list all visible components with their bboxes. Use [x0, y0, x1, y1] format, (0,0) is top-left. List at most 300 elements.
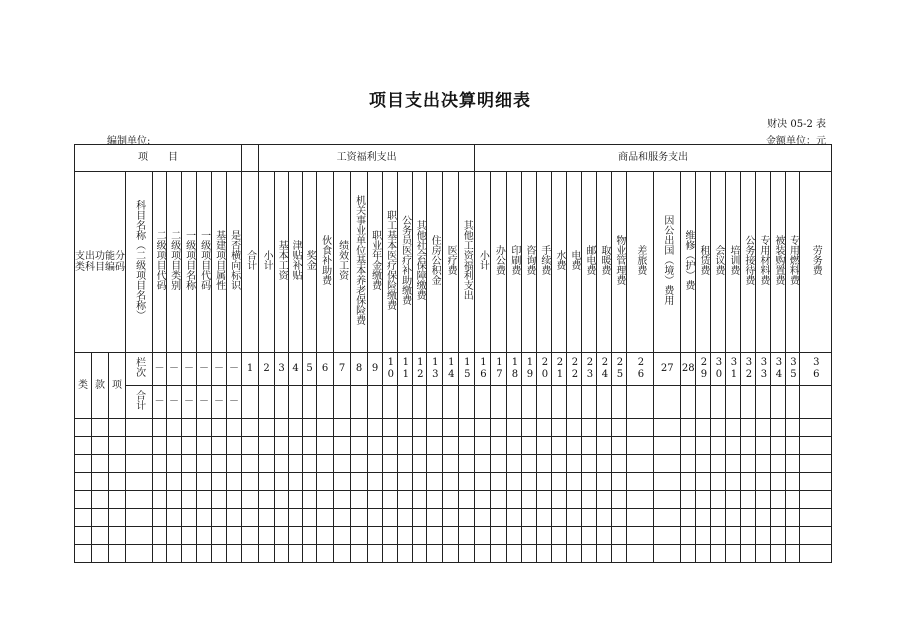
- empty-cell: [567, 473, 582, 491]
- empty-cell: [167, 473, 182, 491]
- empty-cell: [443, 437, 459, 455]
- empty-cell: [800, 509, 832, 527]
- empty-cell: [459, 473, 475, 491]
- header-goods-col-9-text: 取暖费: [598, 245, 610, 276]
- empty-cell: [491, 545, 507, 563]
- empty-cell: [582, 491, 597, 509]
- lan-number-text: 25: [616, 357, 624, 380]
- empty-cell: [368, 437, 383, 455]
- header-l1-name: [182, 172, 197, 353]
- header-salary-col-12: [427, 172, 443, 353]
- empty-cell: [383, 527, 398, 545]
- empty-cell: [289, 473, 303, 491]
- value-cell: [289, 386, 303, 419]
- empty-cell: [726, 455, 741, 473]
- empty-cell: [368, 455, 383, 473]
- lan-number-text: 26: [637, 357, 645, 380]
- empty-cell: [627, 491, 654, 509]
- empty-cell: [612, 473, 627, 491]
- value-cell: [259, 386, 275, 419]
- lan-number-text: 20: [541, 357, 549, 380]
- header-salary-col-8-text: 职业年金缴费: [369, 230, 381, 291]
- empty-cell: [567, 455, 582, 473]
- empty-cell: [413, 419, 427, 437]
- header-goods-col-8-text: 邮电费: [583, 245, 595, 276]
- empty-cell: [383, 491, 398, 509]
- empty-cell: [275, 419, 289, 437]
- empty-cell: [726, 509, 741, 527]
- empty-cell: [507, 509, 522, 527]
- empty-cell: [289, 509, 303, 527]
- header-goods-group: [475, 145, 832, 172]
- lan-number: [334, 353, 351, 386]
- empty-cell: [398, 509, 413, 527]
- value-cell: [552, 386, 567, 419]
- empty-cell: [275, 491, 289, 509]
- empty-cell: [696, 545, 711, 563]
- dash-cell: [182, 353, 197, 386]
- empty-cell: [109, 527, 126, 545]
- lan-number: [681, 353, 696, 386]
- lan-number: [726, 353, 741, 386]
- empty-cell: [368, 419, 383, 437]
- empty-cell: [126, 473, 153, 491]
- header-goods-col-8: [582, 172, 597, 353]
- header-salary-col-1-text: 小计: [261, 250, 273, 271]
- value-cell: [522, 386, 537, 419]
- value-cell: [334, 386, 351, 419]
- header-goods-col-17: [741, 172, 756, 353]
- lan-number-text: 27: [660, 363, 674, 375]
- empty-cell: [197, 545, 212, 563]
- empty-cell: [398, 419, 413, 437]
- dash-cell-text: －: [214, 363, 224, 375]
- empty-cell: [153, 509, 167, 527]
- empty-cell: [275, 545, 289, 563]
- empty-cell: [109, 509, 126, 527]
- header-salary-col-6-text: 绩效工资: [336, 240, 348, 281]
- empty-cell: [459, 545, 475, 563]
- empty-cell: [459, 455, 475, 473]
- empty-cell: [537, 455, 552, 473]
- lan-number-text: 2: [263, 363, 270, 375]
- empty-cell: [92, 527, 109, 545]
- lan-number: [711, 353, 726, 386]
- empty-cell: [475, 455, 491, 473]
- empty-cell: [126, 437, 153, 455]
- header-item-group-text: 项 目: [138, 152, 179, 164]
- empty-cell: [522, 527, 537, 545]
- empty-cell: [75, 545, 92, 563]
- header-goods-col-1: [475, 172, 491, 353]
- empty-cell: [153, 491, 167, 509]
- table-row: [75, 419, 832, 437]
- empty-cell: [242, 509, 259, 527]
- header-salary-col-11-text: 其他社会保障缴费: [414, 220, 426, 301]
- header-salary-col-13-text: 医疗费: [445, 245, 457, 276]
- empty-cell: [182, 437, 197, 455]
- empty-cell: [800, 437, 832, 455]
- lan-number-text: 10: [387, 357, 394, 380]
- empty-cell: [475, 473, 491, 491]
- header-salary-col-5-text: 伙食补助费: [319, 235, 331, 286]
- empty-cell: [289, 455, 303, 473]
- header-goods-col-13: [681, 172, 696, 353]
- empty-cell: [681, 455, 696, 473]
- empty-cell: [92, 509, 109, 527]
- empty-cell: [552, 455, 567, 473]
- value-cell: [413, 386, 427, 419]
- empty-cell: [726, 437, 741, 455]
- lan-number: [537, 353, 552, 386]
- empty-cell: [398, 527, 413, 545]
- lan-number: [627, 353, 654, 386]
- empty-cell: [197, 419, 212, 437]
- empty-cell: [654, 527, 681, 545]
- empty-cell: [167, 437, 182, 455]
- empty-cell: [227, 527, 242, 545]
- empty-cell: [627, 473, 654, 491]
- header-goods-col-10: [612, 172, 627, 353]
- header-salary-col-9-text: 职工基本医疗保险缴费: [384, 210, 396, 311]
- empty-cell: [227, 509, 242, 527]
- empty-cell: [507, 473, 522, 491]
- empty-cell: [212, 419, 227, 437]
- lan-number: [491, 353, 507, 386]
- empty-cell: [771, 455, 786, 473]
- empty-cell: [427, 437, 443, 455]
- empty-cell: [696, 437, 711, 455]
- empty-cell: [109, 455, 126, 473]
- header-salary-col-14: [459, 172, 475, 353]
- empty-cell: [507, 455, 522, 473]
- header-goods-col-17-text: 公务接待费: [742, 235, 754, 286]
- value-cell: [567, 386, 582, 419]
- empty-cell: [126, 527, 153, 545]
- lan-number: [654, 353, 681, 386]
- header-subject-name: [126, 172, 153, 353]
- empty-cell: [567, 509, 582, 527]
- expenditure-table: [74, 144, 832, 563]
- header-goods-col-7-text: 电费: [568, 250, 580, 271]
- empty-cell: [413, 509, 427, 527]
- table-row: [75, 545, 832, 563]
- empty-cell: [317, 455, 334, 473]
- empty-cell: [522, 473, 537, 491]
- header-goods-col-15: [711, 172, 726, 353]
- header-goods-col-18-text: 专用材料费: [757, 235, 769, 286]
- header-goods-col-18: [756, 172, 771, 353]
- empty-cell: [334, 419, 351, 437]
- header-goods-col-14: [696, 172, 711, 353]
- header-goods-col-21-text: 劳务费: [810, 245, 822, 276]
- empty-cell: [109, 545, 126, 563]
- form-number: 财决 05-2 表: [767, 119, 826, 130]
- dash-cell-text: －: [229, 363, 240, 375]
- empty-cell: [167, 545, 182, 563]
- header-salary-col-3-text: 津贴补贴: [290, 240, 302, 281]
- header-salary-col-2-text: 基本工资: [276, 240, 288, 281]
- empty-cell: [654, 419, 681, 437]
- header-cross-flag-text: 是否横向标识: [228, 230, 240, 291]
- value-cell: [383, 386, 398, 419]
- empty-cell: [368, 545, 383, 563]
- empty-cell: [522, 491, 537, 509]
- empty-cell: [696, 419, 711, 437]
- empty-cell: [786, 419, 800, 437]
- lan-number: [800, 353, 832, 386]
- empty-cell: [413, 545, 427, 563]
- empty-cell: [212, 437, 227, 455]
- header-goods-col-5: [537, 172, 552, 353]
- empty-cell: [303, 473, 317, 491]
- empty-cell: [459, 509, 475, 527]
- lan-number: [756, 353, 771, 386]
- empty-cell: [259, 491, 275, 509]
- header-goods-col-9: [597, 172, 612, 353]
- empty-cell: [398, 545, 413, 563]
- header-goods-col-2-text: 办公费: [493, 245, 505, 276]
- empty-cell: [75, 437, 92, 455]
- value-cell: [303, 386, 317, 419]
- empty-cell: [351, 437, 368, 455]
- empty-cell: [443, 545, 459, 563]
- empty-cell: [109, 473, 126, 491]
- header-goods-col-4: [522, 172, 537, 353]
- lan-number: [289, 353, 303, 386]
- lan-number-text: 13: [432, 357, 439, 380]
- dash-cell: [212, 386, 227, 419]
- header-goods-col-10-text: 物业管理费: [613, 235, 625, 286]
- value-cell: [582, 386, 597, 419]
- empty-cell: [711, 455, 726, 473]
- empty-cell: [317, 527, 334, 545]
- empty-cell: [126, 419, 153, 437]
- empty-cell: [491, 455, 507, 473]
- empty-cell: [786, 491, 800, 509]
- empty-cell: [368, 527, 383, 545]
- empty-cell: [75, 509, 92, 527]
- empty-cell: [317, 419, 334, 437]
- header-build-attr-text: 基建项目属性: [213, 230, 225, 291]
- empty-cell: [126, 509, 153, 527]
- empty-cell: [167, 527, 182, 545]
- value-cell: [681, 386, 696, 419]
- empty-cell: [612, 491, 627, 509]
- value-cell: [317, 386, 334, 419]
- empty-cell: [597, 491, 612, 509]
- dash-cell-text: －: [229, 396, 240, 408]
- empty-cell: [741, 545, 756, 563]
- empty-cell: [182, 491, 197, 509]
- empty-cell: [126, 491, 153, 509]
- header-salary-col-8: [368, 172, 383, 353]
- empty-cell: [182, 509, 197, 527]
- dash-cell-text: －: [169, 396, 179, 408]
- empty-cell: [197, 455, 212, 473]
- header-goods-col-3-text: 印刷费: [508, 245, 520, 276]
- empty-cell: [197, 473, 212, 491]
- header-goods-col-1-text: 小计: [477, 250, 489, 271]
- empty-cell: [582, 527, 597, 545]
- empty-cell: [567, 419, 582, 437]
- dash-cell: [227, 386, 242, 419]
- row-label-lanci-text: 栏次: [133, 357, 145, 378]
- dash-cell-text: －: [184, 363, 194, 375]
- dash-cell-text: －: [214, 396, 224, 408]
- empty-cell: [443, 491, 459, 509]
- lan-number-text: 11: [402, 357, 409, 380]
- empty-cell: [756, 527, 771, 545]
- dash-cell-text: －: [169, 363, 179, 375]
- empty-cell: [289, 491, 303, 509]
- header-goods-group-text: 商品和服务支出: [618, 152, 689, 164]
- empty-cell: [612, 527, 627, 545]
- empty-cell: [681, 437, 696, 455]
- empty-cell: [771, 527, 786, 545]
- header-salary-col-6: [334, 172, 351, 353]
- empty-cell: [413, 473, 427, 491]
- header-salary-col-10-text: 公务员医疗补助缴费: [399, 215, 411, 306]
- value-cell: [756, 386, 771, 419]
- empty-cell: [597, 545, 612, 563]
- empty-cell: [582, 419, 597, 437]
- header-goods-col-3: [507, 172, 522, 353]
- empty-cell: [383, 545, 398, 563]
- header-salary-col-4: [303, 172, 317, 353]
- empty-cell: [696, 455, 711, 473]
- table-row: [75, 473, 832, 491]
- empty-cell: [711, 419, 726, 437]
- empty-cell: [567, 491, 582, 509]
- lan-number: [522, 353, 537, 386]
- lan-number: [275, 353, 289, 386]
- empty-cell: [259, 419, 275, 437]
- lan-number-text: 22: [571, 357, 579, 380]
- empty-cell: [756, 455, 771, 473]
- empty-cell: [167, 419, 182, 437]
- empty-cell: [681, 419, 696, 437]
- value-cell: [800, 386, 832, 419]
- empty-cell: [167, 509, 182, 527]
- lan-number-text: 15: [464, 357, 471, 380]
- empty-cell: [92, 491, 109, 509]
- empty-cell: [459, 491, 475, 509]
- table-row: [75, 527, 832, 545]
- dash-cell: [153, 386, 167, 419]
- header-build-attr: [212, 172, 227, 353]
- empty-cell: [771, 491, 786, 509]
- lan-number: [741, 353, 756, 386]
- value-cell: [443, 386, 459, 419]
- empty-cell: [75, 419, 92, 437]
- empty-cell: [800, 419, 832, 437]
- empty-cell: [427, 509, 443, 527]
- lan-number: [786, 353, 800, 386]
- empty-cell: [398, 455, 413, 473]
- header-kuan: [92, 353, 109, 419]
- empty-cell: [427, 545, 443, 563]
- lan-number: [351, 353, 368, 386]
- dash-cell: [153, 353, 167, 386]
- value-cell: [786, 386, 800, 419]
- dash-cell: [167, 386, 182, 419]
- empty-cell: [351, 527, 368, 545]
- empty-cell: [800, 473, 832, 491]
- empty-cell: [475, 545, 491, 563]
- lan-number: [398, 353, 413, 386]
- lan-number: [259, 353, 275, 386]
- empty-cell: [786, 545, 800, 563]
- empty-cell: [427, 527, 443, 545]
- empty-cell: [167, 491, 182, 509]
- header-salary-col-5: [317, 172, 334, 353]
- empty-cell: [259, 455, 275, 473]
- header-goods-col-13-text: 维修（护）费: [682, 230, 694, 291]
- lan-number: [303, 353, 317, 386]
- empty-cell: [443, 455, 459, 473]
- header-total: [242, 172, 259, 353]
- empty-cell: [800, 491, 832, 509]
- empty-cell: [197, 509, 212, 527]
- lan-number: [475, 353, 491, 386]
- header-item-group: [75, 145, 242, 172]
- empty-cell: [92, 437, 109, 455]
- lan-number: [242, 353, 259, 386]
- empty-cell: [334, 455, 351, 473]
- header-salary-group-text: 工资福利支出: [336, 152, 397, 164]
- header-salary-col-1: [259, 172, 275, 353]
- empty-cell: [627, 545, 654, 563]
- value-cell: [654, 386, 681, 419]
- empty-cell: [153, 545, 167, 563]
- lan-number: [582, 353, 597, 386]
- empty-cell: [537, 545, 552, 563]
- header-goods-col-6-text: 水费: [553, 250, 565, 271]
- empty-cell: [109, 419, 126, 437]
- empty-cell: [212, 491, 227, 509]
- empty-cell: [741, 437, 756, 455]
- empty-cell: [582, 473, 597, 491]
- header-goods-col-11-text: 差旅费: [634, 245, 646, 276]
- lan-number-text: 29: [700, 357, 708, 380]
- empty-cell: [167, 455, 182, 473]
- empty-cell: [383, 473, 398, 491]
- empty-cell: [771, 545, 786, 563]
- empty-cell: [275, 527, 289, 545]
- empty-cell: [227, 419, 242, 437]
- header-salary-col-2: [275, 172, 289, 353]
- empty-cell: [351, 419, 368, 437]
- empty-cell: [552, 437, 567, 455]
- lan-number: [368, 353, 383, 386]
- empty-cell: [351, 455, 368, 473]
- empty-cell: [303, 527, 317, 545]
- empty-cell: [756, 437, 771, 455]
- empty-cell: [75, 491, 92, 509]
- header-goods-col-12-text: 因公出国（境）费用: [661, 215, 673, 306]
- header-l2-category-text: 二级项目类别: [168, 230, 180, 291]
- header-goods-col-21: [800, 172, 832, 353]
- lan-number-text: 35: [790, 357, 797, 380]
- empty-cell: [522, 545, 537, 563]
- empty-cell: [212, 473, 227, 491]
- empty-cell: [475, 437, 491, 455]
- empty-cell: [696, 473, 711, 491]
- empty-cell: [413, 455, 427, 473]
- lan-number-text: 12: [417, 357, 424, 380]
- empty-cell: [800, 545, 832, 563]
